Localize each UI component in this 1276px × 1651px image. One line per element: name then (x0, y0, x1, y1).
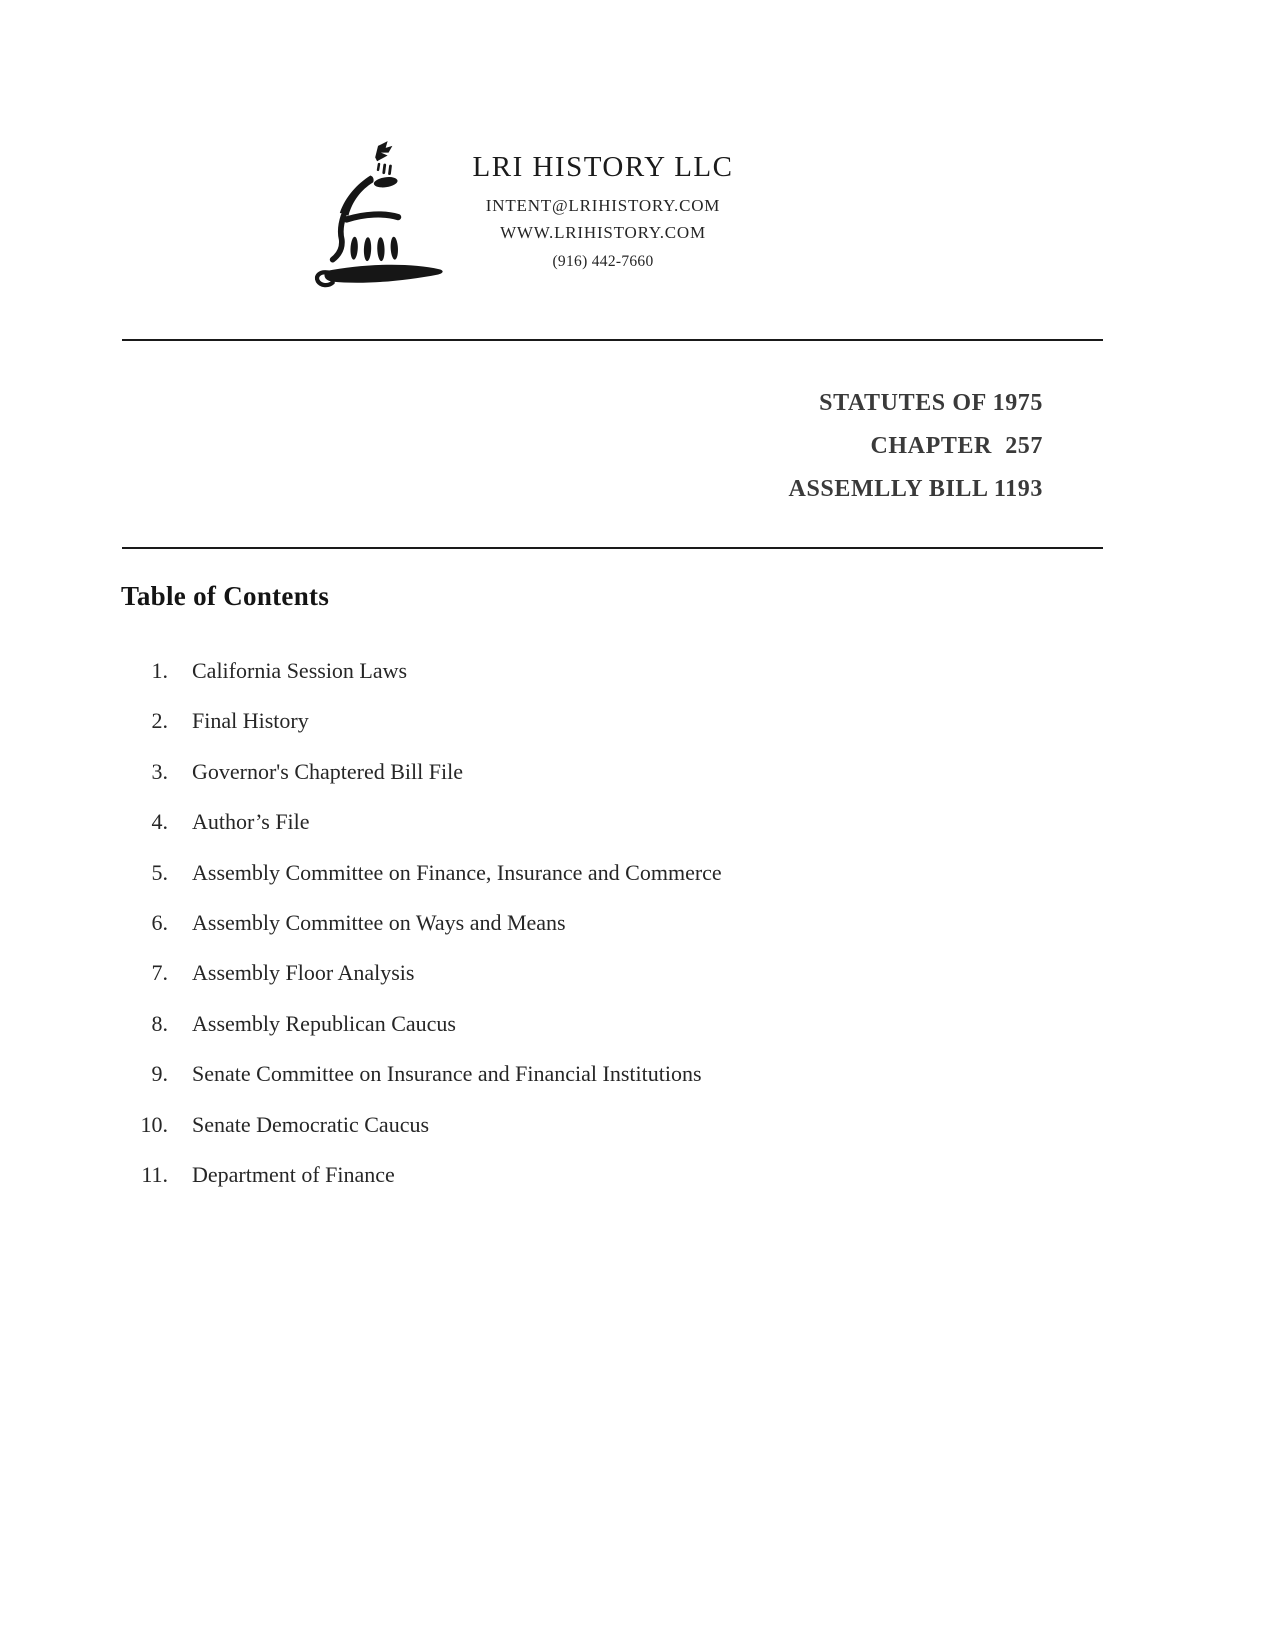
contact-email: INTENT@LRIHISTORY.COM (485, 196, 721, 215)
toc-heading: Table of Contents (121, 581, 330, 611)
toc-item-number: 10. (140, 1111, 168, 1137)
toc-item-label: Author’s File (192, 809, 310, 835)
toc-item (120, 708, 722, 758)
toc-item-number: 4. (151, 809, 168, 835)
toc-item (120, 1061, 722, 1111)
toc-item (120, 910, 722, 960)
toc-item-number: 9. (151, 1061, 168, 1087)
toc-list (120, 658, 722, 1212)
divider-top (122, 339, 1103, 341)
contact-phone: (916) 442-7660 (552, 253, 654, 270)
toc-item-label: Senate Committee on Insurance and Financial Institutions (192, 1061, 702, 1087)
toc-item-label: Senate Democratic Caucus (192, 1111, 430, 1137)
toc-item (120, 759, 722, 809)
toc-item-label: California Session Laws (192, 658, 408, 683)
letterhead (403, 150, 803, 271)
toc-item-label: Assembly Floor Analysis (192, 960, 415, 986)
toc-item-number: 3. (151, 758, 168, 784)
toc-item (120, 860, 722, 910)
assembly-bill-line: ASSEMLLY BILL 1193 (788, 476, 1043, 502)
toc-item (120, 960, 722, 1010)
toc-item-number: 1. (151, 658, 168, 683)
toc-item-number: 2. (151, 708, 168, 734)
toc-item-label: Assembly Committee on Finance, Insurance and Commerce (192, 859, 722, 885)
toc-item-label: Assembly Committee on Ways and Means (192, 909, 566, 935)
toc-item (120, 1011, 722, 1061)
toc-item-number: 11. (141, 1161, 168, 1187)
toc-item (120, 1112, 722, 1162)
toc-item (120, 809, 722, 859)
contact-website: WWW.LRIHISTORY.COM (500, 223, 706, 242)
toc-item-number: 8. (151, 1010, 168, 1036)
toc-item (120, 658, 722, 708)
toc-item-number: 6. (151, 909, 168, 935)
divider-bottom (122, 547, 1103, 549)
toc-item-number: 7. (151, 960, 168, 986)
chapter-line: CHAPTER 257 (870, 433, 1043, 459)
toc-item (120, 1162, 722, 1212)
toc-item-number: 5. (151, 859, 168, 885)
toc-item-label: Assembly Republican Caucus (192, 1010, 456, 1036)
statutes-line: STATUTES OF 1975 (819, 390, 1043, 416)
toc-item-label: Department of Finance (192, 1161, 395, 1187)
company-name: LRI HISTORY LLC (472, 151, 734, 183)
toc-item-label: Governor's Chaptered Bill File (192, 758, 463, 784)
toc-item-label: Final History (192, 708, 309, 734)
bill-reference-block (789, 382, 1043, 511)
